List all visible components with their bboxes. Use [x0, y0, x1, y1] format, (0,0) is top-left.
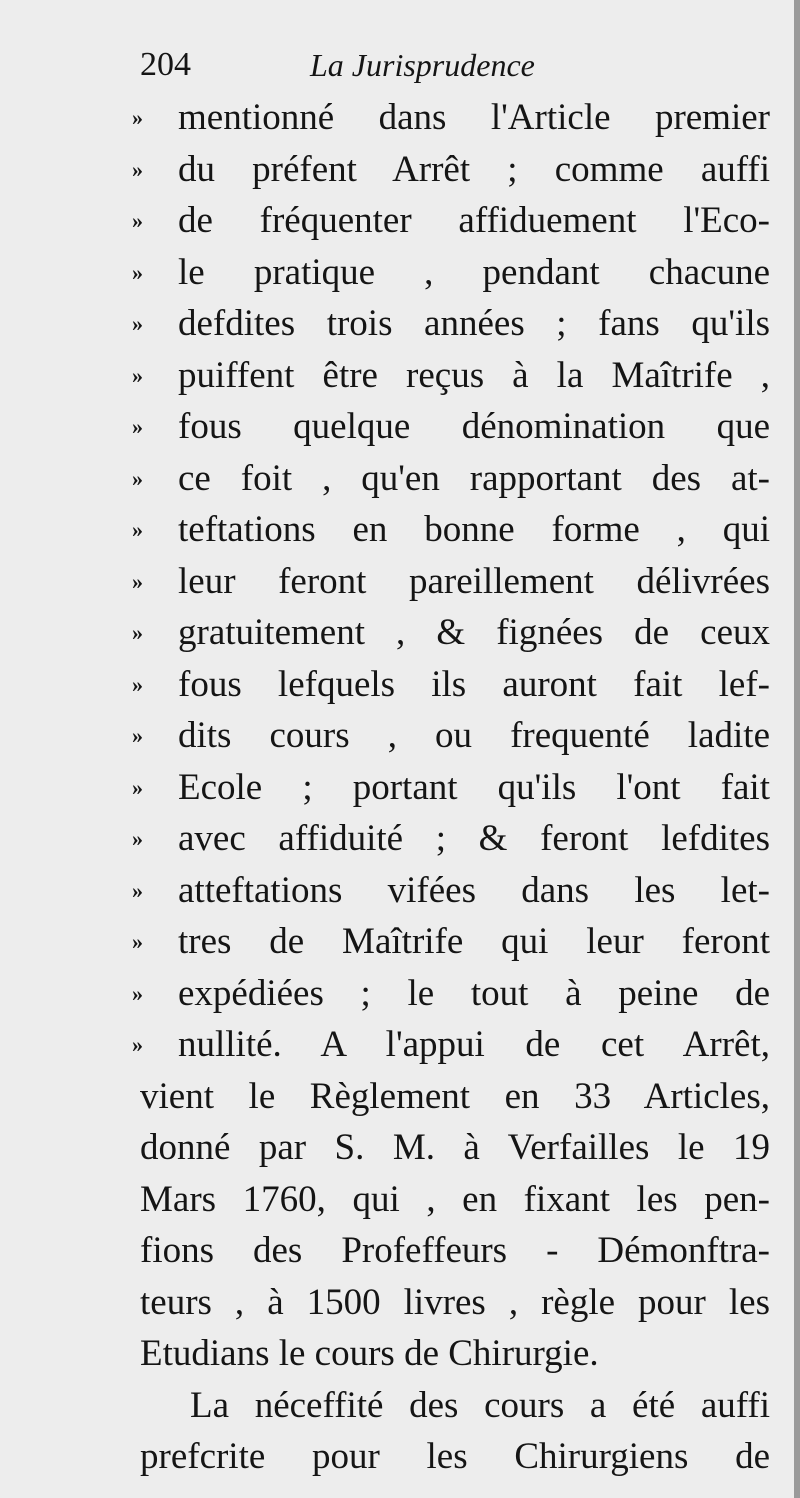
line-text: ce foit , qu'en rapportant des at- [178, 457, 770, 499]
line-text: Ecole ; portant qu'ils l'ont fait [178, 766, 770, 808]
quote-mark: » [132, 1032, 141, 1057]
text-line [128, 195, 770, 247]
text-line [128, 916, 770, 968]
text-line: teurs , à 1500 livres , règle pour les [140, 1281, 770, 1323]
line-text: avec affiduité ; & feront lefdites [178, 818, 770, 859]
text-line [128, 968, 770, 1020]
quote-mark: » [132, 774, 141, 800]
line-text: tres de Maîtrife qui leur feront [178, 921, 770, 962]
text-line [128, 350, 770, 402]
line-text: fous quelque dénomination que [178, 406, 770, 447]
quote-mark: » [132, 517, 141, 542]
text-line [128, 92, 770, 144]
text-line [128, 144, 770, 196]
line-text: le pratique , pendant chacune [178, 251, 770, 293]
quote-mark: » [132, 208, 141, 233]
text-line [128, 504, 770, 556]
quote-mark: » [132, 826, 141, 851]
line-text: de fréquenter affiduement l'Eco- [178, 200, 770, 241]
quote-mark: » [132, 620, 141, 645]
text-line [128, 453, 770, 505]
line-text: du préfent Arrêt ; comme auffi [178, 148, 770, 190]
quote-mark: » [132, 980, 141, 1006]
text-line [128, 298, 770, 350]
line-text: expédiées ; le tout à peine de [178, 972, 770, 1014]
quote-mark: » [132, 465, 141, 491]
line-text: gratuitement , & fignées de ceux [178, 612, 770, 653]
quote-mark: » [132, 362, 141, 388]
line-text: atteftations vifées dans les let- [178, 869, 770, 911]
text-line [128, 710, 770, 762]
page-header [140, 40, 620, 90]
quote-mark: » [132, 259, 141, 285]
text-line [128, 762, 770, 814]
quote-mark: » [132, 311, 141, 336]
text-line [128, 865, 770, 917]
text-line [128, 607, 770, 659]
text-line: donné par S. M. à Verfailles le 19 [140, 1127, 770, 1168]
text-line [128, 556, 770, 608]
line-text: fous lefquels ils auront fait lef- [178, 663, 770, 705]
quote-mark: » [132, 929, 141, 954]
line-text: dits cours , ou frequenté ladite [178, 715, 770, 756]
body-text [128, 92, 770, 1483]
quote-mark: » [132, 156, 141, 182]
line-text: teftations en bonne forme , qui [178, 509, 770, 550]
line-text: leur feront pareillement délivrées [178, 560, 770, 602]
quote-mark: » [132, 723, 141, 748]
text-line [128, 401, 770, 453]
running-title: La Jurisprudence [310, 47, 535, 83]
line-text: defdites trois années ; fans qu'ils [178, 303, 770, 344]
page-number: 204 [140, 46, 191, 83]
text-line: La néceffité des cours a été auffi [190, 1384, 770, 1426]
text-line: prefcrite pour les Chirurgiens de [140, 1436, 770, 1477]
text-line [128, 659, 770, 711]
page-edge-shadow [794, 0, 800, 1498]
quote-mark: » [132, 568, 141, 594]
quote-mark: » [132, 105, 141, 130]
quote-mark: » [132, 877, 141, 903]
line-text: puiffent être reçus à la Maîtrife , [178, 354, 770, 396]
text-line: Mars 1760, qui , en fixant les pen- [140, 1178, 770, 1220]
text-line [128, 247, 770, 299]
text-line [128, 813, 770, 865]
text-line: vient le Règlement en 33 Articles, [140, 1075, 770, 1117]
quote-mark: » [132, 414, 141, 439]
text-line: Etudians le cours de Chirurgie. [140, 1333, 599, 1374]
quote-mark: » [132, 671, 141, 697]
text-line: fions des Profeffeurs - Démonftra- [140, 1230, 770, 1271]
line-text: mentionné dans l'Article premier [178, 97, 770, 138]
text-line [128, 1019, 770, 1071]
line-text: nullité. A l'appui de cet Arrêt, [178, 1024, 770, 1065]
